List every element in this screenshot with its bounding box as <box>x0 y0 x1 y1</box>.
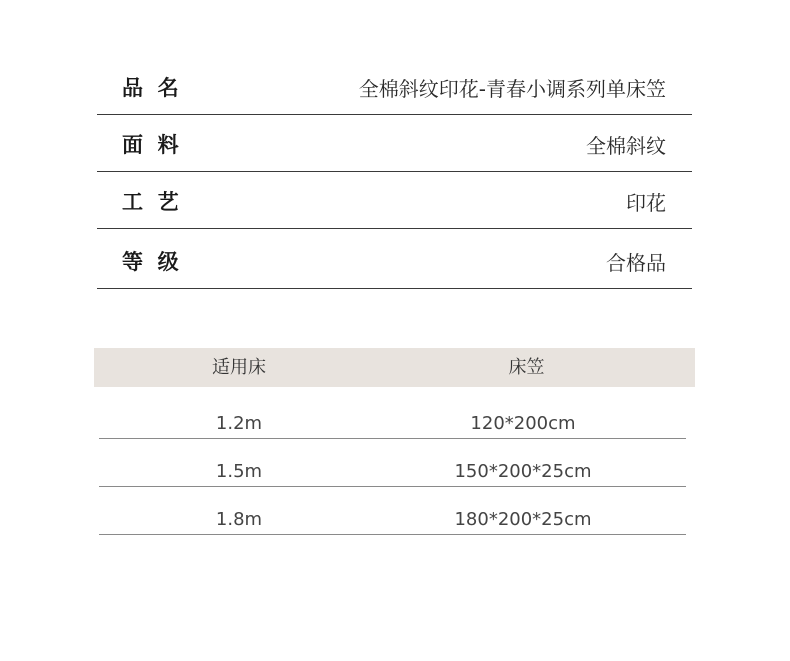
table-row <box>99 391 686 439</box>
spec-row-fabric <box>97 115 692 172</box>
bed-size-cell: 1.2m <box>215 413 263 434</box>
spec-value: 印花 <box>626 191 666 215</box>
spec-row-grade <box>97 229 692 289</box>
bed-size-cell: 1.8m <box>215 509 263 530</box>
header-fitted-sheet: 床笠 <box>508 357 545 378</box>
spec-label: 等 级 <box>122 250 179 274</box>
spec-label: 工 艺 <box>122 190 179 214</box>
spec-label: 品 名 <box>122 76 179 100</box>
size-table-body <box>99 391 686 535</box>
spec-value: 全棉斜纹 <box>586 134 666 158</box>
size-table <box>94 348 695 535</box>
header-bed-size: 适用床 <box>212 357 266 378</box>
sheet-size-cell: 150*200*25cm <box>454 461 592 482</box>
spec-row-name <box>97 58 692 115</box>
bed-size-cell: 1.5m <box>215 461 263 482</box>
table-row <box>99 487 686 535</box>
product-spec-table <box>97 58 692 289</box>
spec-value: 合格品 <box>606 251 666 275</box>
table-row <box>99 439 686 487</box>
spec-row-craft <box>97 172 692 229</box>
sheet-size-cell: 120*200cm <box>470 413 576 434</box>
sheet-size-cell: 180*200*25cm <box>454 509 592 530</box>
size-table-header <box>94 348 695 387</box>
spec-label: 面 料 <box>122 133 179 157</box>
spec-value: 全棉斜纹印花-青春小调系列单床笠 <box>358 77 666 101</box>
